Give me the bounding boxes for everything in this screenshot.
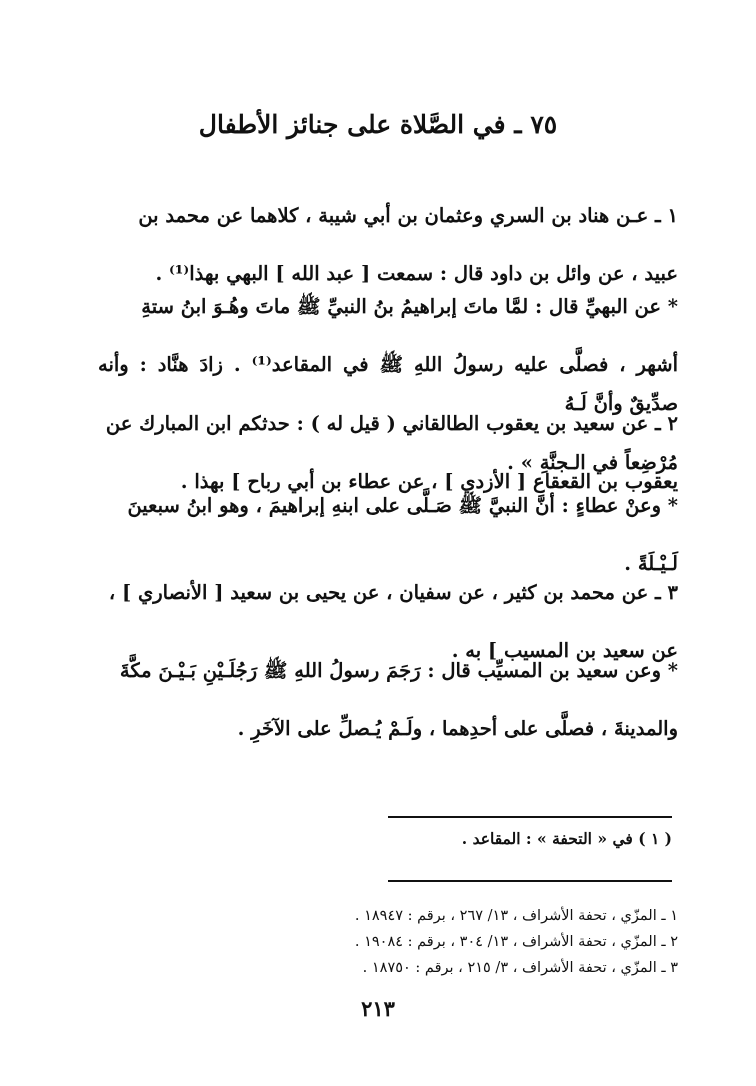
text-line: ٢ ـ عن سعيد بن يعقوب الطالقاني ( قيل له ) : حدثكم ابن المبارك عن	[105, 411, 678, 435]
source-item: ٣ ـ المزّي ، تحفة الأشراف ، ٣/ ٢١٥ ، برقم : ١٨٧٥٠ .	[362, 960, 678, 976]
text-line: * عن البهيِّ قال : لمَّا ماتَ إبراهيمُ بنُ النبيِّ ﷺ ماتَ وهُـوَ ابنُ ستةِ	[141, 294, 678, 318]
footnote: ( ١ ) في « التحفة » : المقاعد .	[461, 829, 672, 848]
text-line: عن سعيد بن المسيب ] به .	[451, 639, 678, 662]
footnote-divider	[388, 816, 672, 818]
source-item: ١ ـ المزّي ، تحفة الأشراف ، ١٣/ ٢٦٧ ، برقم : ١٨٩٤٧ .	[354, 908, 678, 924]
text-line: مُرْضِعاً في الـجنَّةِ » .	[507, 450, 678, 474]
text-line: يعقوب بن القعقاع [ الأزدي ] ، عن عطاء بن أبي رباح ] بهذا .	[180, 470, 678, 493]
text-line: * وعن سعيد بن المسيِّب قال : رَجَمَ رسولُ اللهِ ﷺ رَجُلَـيْنِ بَـيْـنَ مكَّةَ	[119, 658, 678, 682]
sources-divider	[388, 880, 672, 882]
text-line: ١ ـ عـن هناد بن السري وعثمان بن أبي شيبة ، كلاهما عن محمد بن	[138, 203, 678, 227]
source-item: ٢ ـ المزّي ، تحفة الأشراف ، ١٣/ ٣٠٤ ، برقم : ١٩٠٨٤ .	[354, 934, 678, 950]
text-line: عبيد ، عن وائل بن داود قال : سمعت [ عبد الله ] البهي بهذا⁽¹⁾ .	[155, 262, 678, 285]
chapter-title: ٧٥ ـ في الصَّلاة على جنائز الأطفال	[198, 110, 558, 139]
text-line: لَـيْـلَةً .	[624, 552, 678, 575]
hadith-3-text	[98, 631, 678, 768]
sources-list	[98, 903, 678, 981]
page-number: ٢١٣	[361, 996, 395, 1021]
text-line: ٣ ـ عن محمد بن كثير ، عن سفيان ، عن يحيى بن سعيد [ الأنصاري ] ،	[108, 580, 678, 604]
text-line: أشهر ، فصلَّى عليه رسولُ اللهِ ﷺ في المقاعد⁽¹⁾ . زادَ هنَّاد : وأنه صدِّيقٌ وأنَّ لَـهُ	[98, 353, 678, 415]
text-line: * وعنْ عطاءٍ : أنَّ النبيَّ ﷺ صَـلَّى على ابنهِ إبراهيمَ ، وهو ابنُ سبعينَ	[127, 493, 678, 517]
text-line: والمدينةَ ، فصلَّى على أحدِهما ، ولَـمْ يُـصلِّ على الآخَرِ .	[237, 717, 678, 740]
